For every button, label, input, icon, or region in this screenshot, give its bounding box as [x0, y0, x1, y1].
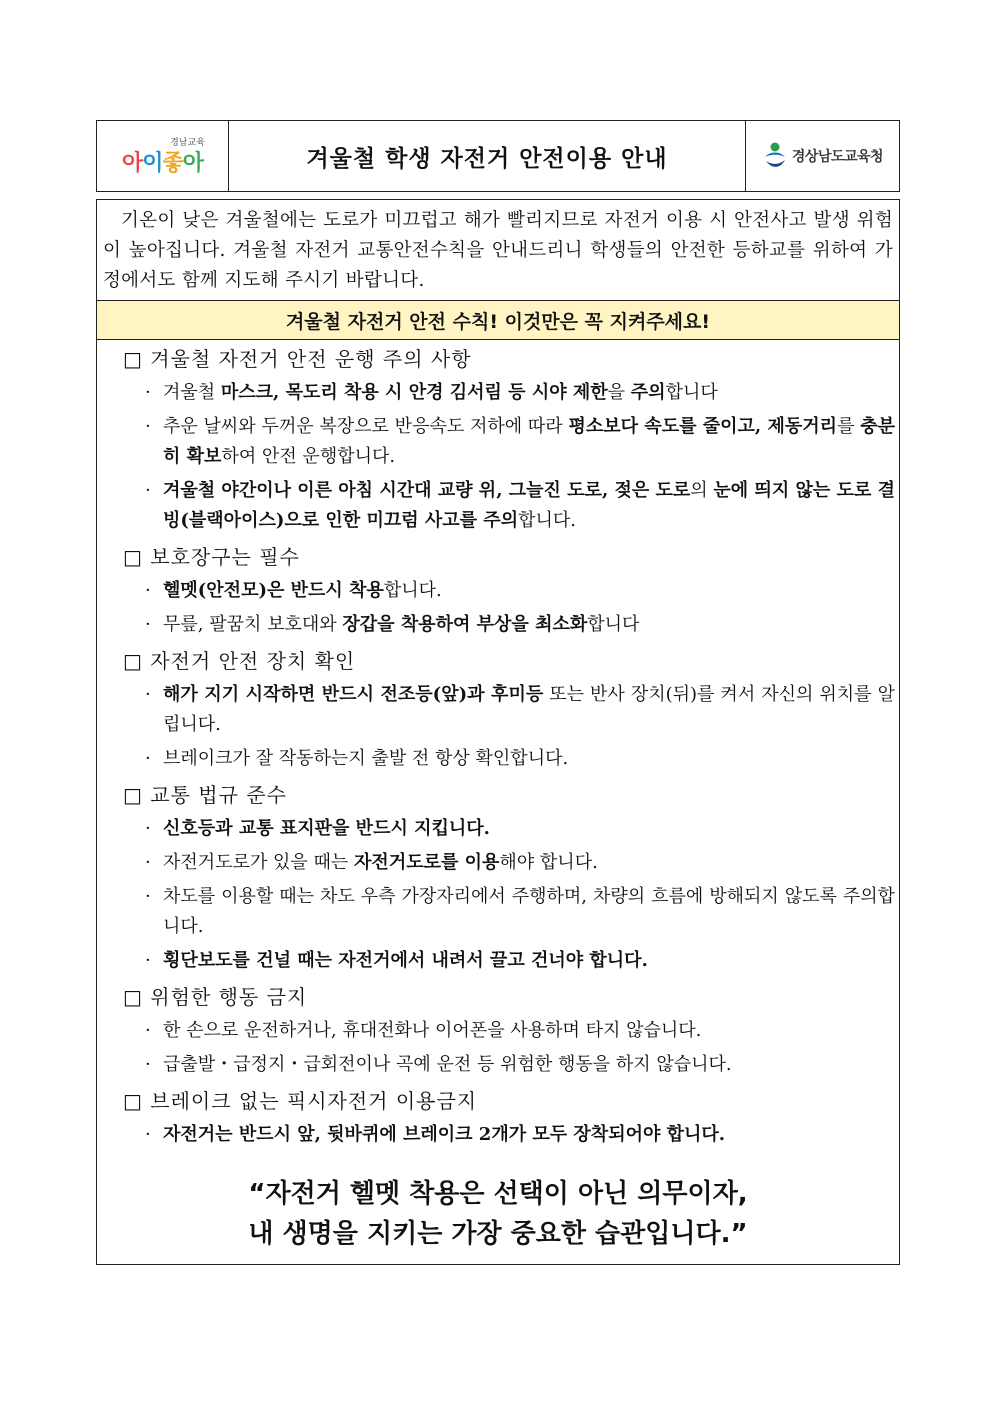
bullet-mark: · — [145, 748, 151, 769]
section-title: □ 교통 법규 준수 — [123, 783, 287, 807]
item-text: 한 손으로 운전하거나, 휴대전화나 이어폰을 사용하며 타지 않습니다. — [163, 1020, 702, 1041]
list-item — [97, 378, 897, 408]
school-logo — [97, 121, 229, 191]
document-page — [96, 120, 900, 1265]
bullet-mark: · — [145, 886, 151, 907]
bullet-mark: · — [145, 852, 151, 873]
closing-line-1: “자전거 헬멧 착용은 선택이 아닌 의무이자, — [248, 1179, 748, 1209]
logo-small-text: 경남교육 — [170, 138, 205, 148]
item-text: 무릎, 팔꿈치 보호대와 — [163, 614, 343, 635]
emphasis-text: 주의 — [630, 382, 666, 403]
bullet-mark: · — [145, 416, 151, 437]
bullet-mark: · — [145, 580, 151, 601]
content-box — [96, 199, 900, 1265]
item-text: 의 — [690, 480, 714, 501]
bullet-mark: · — [145, 818, 151, 839]
office-logo — [745, 121, 899, 191]
document-title: 겨울철 학생 자전거 안전이용 안내 — [306, 145, 668, 172]
item-text: 합니다 — [587, 614, 640, 635]
bullet-mark: · — [145, 382, 151, 403]
list-item — [97, 744, 897, 774]
item-text: 추운 날씨와 두꺼운 복장으로 반응속도 저하에 따라 — [163, 416, 569, 437]
list-item — [97, 576, 897, 606]
bullet-mark: · — [145, 614, 151, 635]
list-item — [97, 476, 897, 536]
bullet-mark: · — [145, 1020, 151, 1041]
emphasis-text: 마스크, 목도리 착용 시 안경 김서림 등 시야 제한 — [220, 382, 608, 403]
emphasis-text: 자전거는 반드시 앞, 뒷바퀴에 브레이크 2개가 모두 장착되어야 합니다. — [163, 1124, 726, 1145]
item-text: 자전거도로가 있을 때는 — [163, 852, 355, 873]
bullet-mark: · — [145, 1124, 151, 1145]
item-text: 합니다 — [665, 382, 718, 403]
closing-line-2: 내 생명을 지키는 가장 중요한 습관입니다.” — [248, 1219, 748, 1249]
document-header — [96, 120, 900, 192]
emphasis-text: 해가 지기 시작하면 반드시 전조등(앞)과 후미등 — [163, 684, 544, 705]
item-text: 하여 안전 운행합니다. — [221, 446, 396, 467]
section-title: □ 브레이크 없는 픽시자전거 이용금지 — [123, 1089, 478, 1113]
office-name: 경상남도교육청 — [791, 149, 884, 165]
intro-paragraph: 기온이 낮은 겨울철에는 도로가 미끄럽고 해가 빨리지므로 자전거 이용 시 안전사고 발생 위험이 높아집니다. 겨울철 자전거 교통안전수칙을 안내드리니 학생들의 안전한 등하교를 위하여 가정에서도 함께 지도해 주시기 바랍니다. — [103, 210, 893, 291]
rules-banner: 겨울철 자전거 안전 수칙! 이것만은 꼭 지켜주세요! — [97, 300, 899, 340]
logo-brand-text: 아이좋아 — [121, 151, 204, 176]
emphasis-text: 헬멧(안전모)은 반드시 착용 — [163, 580, 384, 601]
emphasis-text: 평소보다 속도를 줄이고, 제동거리 — [568, 416, 838, 437]
item-text: 를 — [837, 416, 861, 437]
item-text: 급출발・급정지・급회전이나 곡예 운전 등 위험한 행동을 하지 않습니다. — [163, 1054, 732, 1075]
section-title: □ 보호장구는 필수 — [123, 545, 300, 569]
list-item — [97, 680, 897, 740]
emphasis-text: 겨울철 야간이나 이른 아침 시간대 교량 위, 그늘진 도로, 젖은 도로 — [163, 480, 691, 501]
item-text: 브레이크가 잘 작동하는지 출발 전 항상 확인합니다. — [163, 748, 569, 769]
item-text: 겨울철 — [163, 382, 221, 403]
item-text: 합니다. — [518, 510, 576, 531]
list-item — [97, 882, 897, 942]
list-item — [97, 1120, 897, 1150]
emphasis-text: 장갑을 착용하여 부상을 최소화 — [342, 614, 588, 635]
bullet-mark: · — [145, 1054, 151, 1075]
item-text: 을 — [607, 382, 631, 403]
emphasis-text: 눈에 띄지 않는 도로 결빙(블랙아이스)으로 인한 미끄럼 사고를 주의 — [163, 480, 895, 531]
rules-sections — [97, 342, 899, 1162]
emphasis-text: 충분히 확보 — [163, 416, 895, 467]
list-item — [97, 412, 897, 472]
section-title: □ 위험한 행동 금지 — [123, 985, 308, 1009]
list-item — [97, 814, 897, 844]
list-item — [97, 1016, 897, 1046]
item-text: 해야 합니다. — [499, 852, 598, 873]
list-item — [97, 1050, 897, 1080]
bullet-mark: · — [145, 480, 151, 501]
item-text: 차도를 이용할 때는 차도 우측 가장자리에서 주행하며, 차량의 흐름에 방해되지 않도록 주의합니다. — [163, 886, 895, 937]
item-text: 또는 반사 장치(뒤)를 켜서 자신의 위치를 알립니다. — [163, 684, 895, 735]
emphasis-text: 자전거도로를 이용 — [354, 852, 500, 873]
emphasis-text: 횡단보도를 건널 때는 자전거에서 내려서 끌고 건너야 합니다. — [163, 950, 648, 971]
bullet-mark: · — [145, 684, 151, 705]
section-title: □ 겨울철 자전거 안전 운행 주의 사항 — [123, 347, 472, 371]
list-item — [97, 848, 897, 878]
emphasis-text: 신호등과 교통 표지판을 반드시 지킵니다. — [163, 818, 490, 839]
section-title: □ 자전거 안전 장치 확인 — [123, 649, 356, 673]
item-text: 합니다. — [383, 580, 442, 601]
bullet-mark: · — [145, 950, 151, 971]
list-item — [97, 946, 897, 976]
office-emblem-icon — [762, 141, 788, 171]
list-item — [97, 610, 897, 640]
closing-slogan — [97, 1174, 899, 1264]
